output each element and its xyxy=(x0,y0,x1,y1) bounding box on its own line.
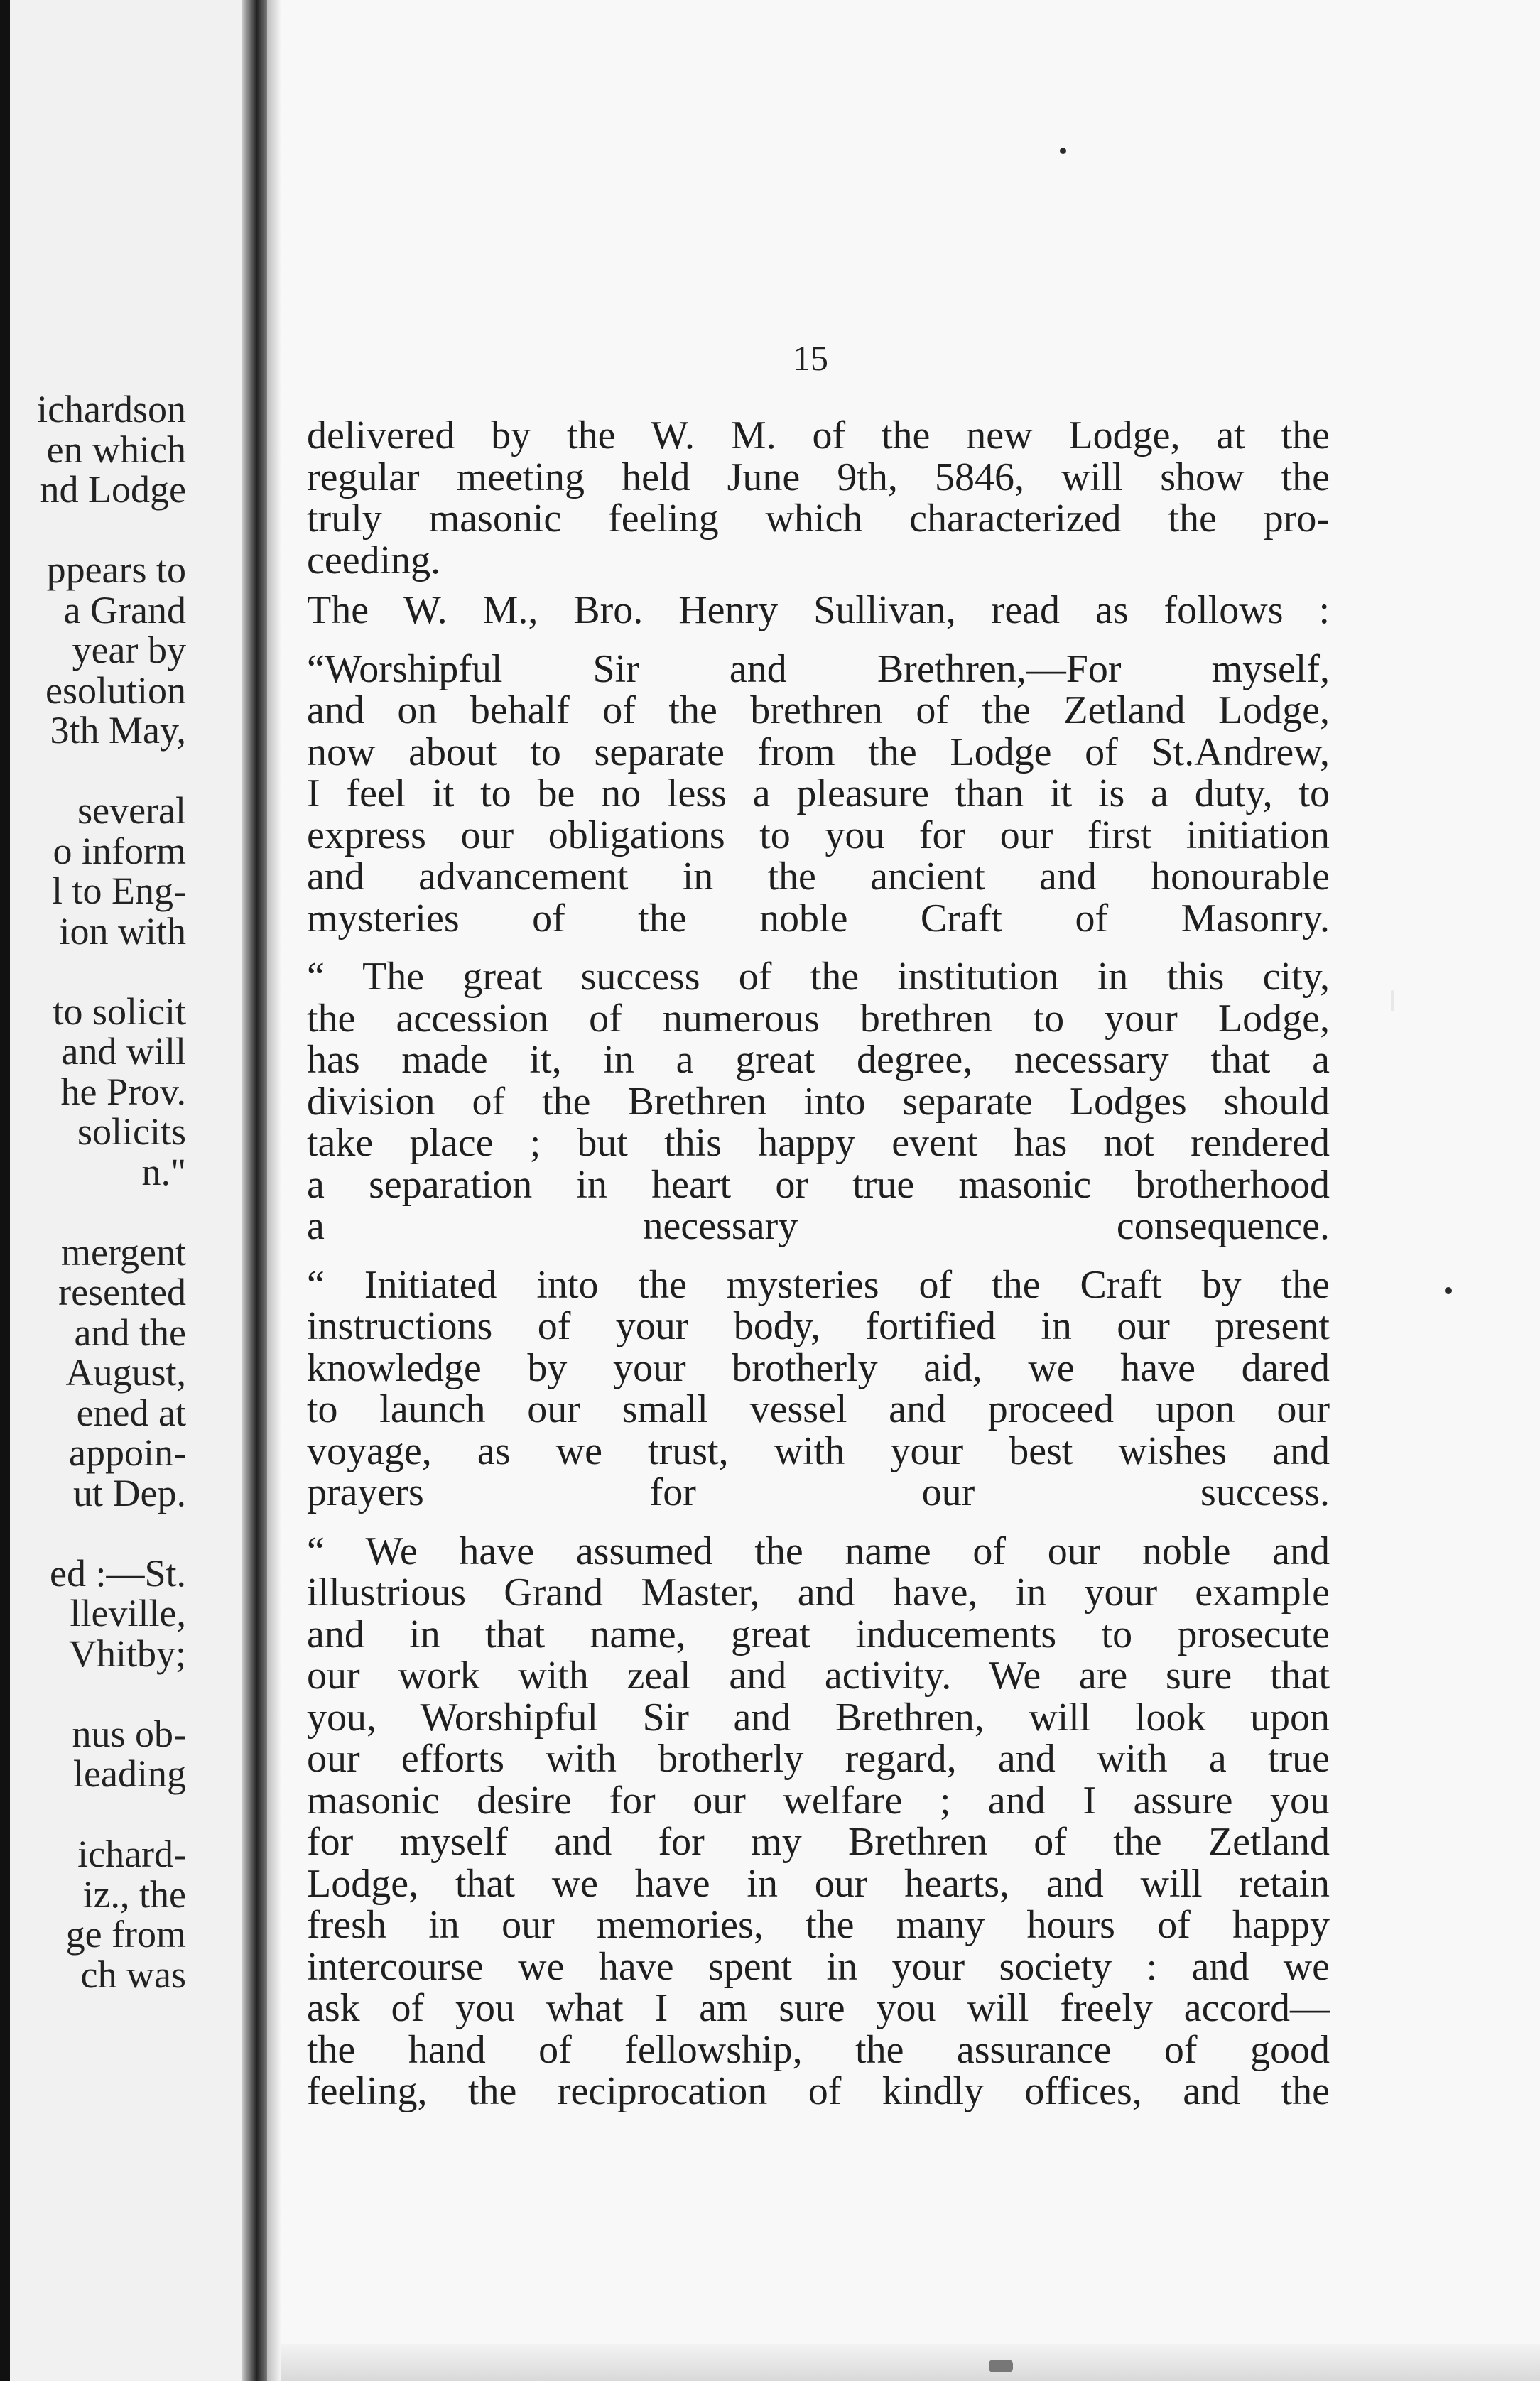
left-page-line: and the xyxy=(74,1311,186,1354)
paragraph xyxy=(307,646,1330,940)
paragraph xyxy=(307,956,1330,1247)
text-line: a separation in heart or true masonic brotherhood xyxy=(307,1162,1330,1207)
text-line: and on behalf of the brethren of the Zetland Lodge, xyxy=(307,688,1330,732)
text-line: the accession of numerous brethren to your Lodge, xyxy=(307,996,1330,1041)
left-page-line: ch was xyxy=(80,1953,186,1996)
left-page-line: August, xyxy=(65,1351,186,1394)
left-page-line: solicits xyxy=(77,1110,186,1153)
text-line: and in that name, great inducements to prosecute xyxy=(307,1612,1330,1656)
left-page-line: nd Lodge xyxy=(40,468,186,511)
text-line: you, Worshipful Sir and Brethren, will look upon xyxy=(307,1695,1330,1740)
left-page-line: ion with xyxy=(59,909,186,953)
text-line: knowledge by your brotherly aid, we have dared xyxy=(307,1345,1330,1390)
paragraph-gap xyxy=(307,631,1330,649)
left-page-line xyxy=(0,951,186,992)
text-line: “ We have assumed the name of our noble and xyxy=(307,1529,1330,1573)
dust-speck xyxy=(1060,148,1066,154)
paragraph xyxy=(307,1531,1330,2112)
text-line: to launch our small vessel and proceed upon our xyxy=(307,1387,1330,1431)
left-page-line: nus ob- xyxy=(72,1712,186,1755)
left-page-line xyxy=(0,1674,186,1714)
paragraph xyxy=(307,415,1330,581)
left-page-line: resented xyxy=(58,1271,186,1313)
text-line: intercourse we have spent in your society : and we xyxy=(307,1944,1330,1989)
text-line: for myself and for my Brethren of the Zetland xyxy=(307,1820,1330,1864)
left-page-line xyxy=(0,1192,186,1232)
text-line: I feel it to be no less a pleasure than it is a duty, to xyxy=(307,771,1330,815)
text-line: now about to separate from the Lodge of St.Andrew, xyxy=(307,730,1330,774)
paragraph-gap xyxy=(307,1247,1330,1264)
left-page-line: lleville, xyxy=(70,1592,186,1634)
text-line: prayers for our success. xyxy=(307,1470,1330,1514)
left-page-line: and will xyxy=(61,1030,186,1073)
text-line: ceeding. xyxy=(307,538,441,582)
text-line: regular meeting held June 9th, 5846, will show the xyxy=(307,455,1330,499)
left-page-line: several xyxy=(77,789,186,832)
text-line: our efforts with brotherly regard, and with a true xyxy=(307,1737,1330,1781)
left-page-line: l to Eng- xyxy=(52,869,186,912)
text-line: “Worshipful Sir and Brethren,—For myself, xyxy=(307,646,1330,691)
text-line: fresh in our memories, the many hours of happy xyxy=(307,1903,1330,1947)
text-line: “ The great success of the institution in this city, xyxy=(307,955,1330,999)
left-page-line: 3th May, xyxy=(50,709,186,752)
text-line: Lodge, that we have in our hearts, and will retain xyxy=(307,1861,1330,1906)
paragraph-gap xyxy=(307,1514,1330,1531)
text-line: truly masonic feeling which characterized the pro- xyxy=(307,497,1330,541)
book-gutter xyxy=(242,0,267,2381)
left-page-line: ge from xyxy=(65,1913,186,1956)
left-page-line: he Prov. xyxy=(60,1070,186,1113)
text-line: “ Initiated into the mysteries of the Craft by the xyxy=(307,1262,1330,1307)
left-page-line: ppears to xyxy=(46,548,186,591)
text-line: express our obligations to you for our first initiation xyxy=(307,813,1330,857)
left-page-line: mergent xyxy=(61,1230,186,1274)
text-line: illustrious Grand Master, and have, in your example xyxy=(307,1571,1330,1615)
text-line: delivered by the W. M. of the new Lodge, at the xyxy=(307,413,1330,457)
text-line: division of the Brethren into separate Lodges should xyxy=(307,1079,1330,1124)
left-page-line: ichard- xyxy=(77,1833,186,1875)
left-page-line: ut Dep. xyxy=(73,1471,186,1514)
left-facing-page xyxy=(0,0,249,2381)
text-line: the hand of fellowship, the assurance of good xyxy=(307,2027,1330,2072)
page-bottom-edge xyxy=(281,2344,1540,2381)
dust-speck xyxy=(1445,1287,1452,1294)
text-line: our work with zeal and activity. We are sure that xyxy=(307,1654,1330,1698)
left-page-line: en which xyxy=(46,428,186,471)
text-line: masonic desire for our welfare ; and I assure you xyxy=(307,1778,1330,1823)
text-line: take place ; but this happy event has not rendered xyxy=(307,1121,1330,1165)
left-page-line: a Grand xyxy=(63,588,186,631)
text-line: instructions of your body, fortified in our present xyxy=(307,1304,1330,1348)
left-page-line: appoin- xyxy=(69,1431,186,1474)
left-page-line: ichardson xyxy=(37,388,186,430)
text-line: The W. M., Bro. Henry Sullivan, read as follows : xyxy=(307,588,1330,632)
left-page-line xyxy=(0,751,186,791)
paragraph xyxy=(307,1264,1330,1514)
paragraph-gap xyxy=(307,939,1330,956)
left-page-line: ed :—St. xyxy=(49,1551,186,1595)
left-page-line xyxy=(0,1794,186,1835)
page-number: 15 xyxy=(793,338,828,378)
text-line: mysteries of the noble Craft of Masonry. xyxy=(307,896,1330,940)
left-page-line: o inform xyxy=(53,829,186,872)
left-page-line: to solicit xyxy=(53,989,186,1033)
dust-speck xyxy=(989,2360,1013,2372)
left-page-line: year by xyxy=(72,629,186,671)
text-line: a necessary consequence. xyxy=(307,1204,1330,1248)
left-page-line: ened at xyxy=(76,1391,186,1434)
left-page-line: leading xyxy=(73,1752,186,1795)
text-line: voyage, as we trust, with your best wishes and xyxy=(307,1428,1330,1473)
left-page-line: Vhitby; xyxy=(68,1632,186,1675)
left-page-line: iz., the xyxy=(82,1872,186,1916)
left-page-line xyxy=(0,1513,186,1553)
text-line: feeling, the reciprocation of kindly offices, and the xyxy=(307,2069,1330,2113)
text-line: has made it, in a great degree, necessary that a xyxy=(307,1038,1330,1082)
body-text xyxy=(307,415,1330,2112)
text-line: and advancement in the ancient and honourable xyxy=(307,855,1330,899)
left-page-line xyxy=(0,510,186,550)
left-page-line: esolution xyxy=(45,668,186,712)
paragraph xyxy=(307,590,1330,631)
dust-speck xyxy=(1391,990,1394,1011)
left-page-line: n." xyxy=(141,1150,186,1193)
gutter-shadow xyxy=(267,0,281,2381)
left-page-text-fragments xyxy=(0,389,186,1995)
text-line: ask of you what I am sure you will freely accord— xyxy=(307,1986,1330,2030)
